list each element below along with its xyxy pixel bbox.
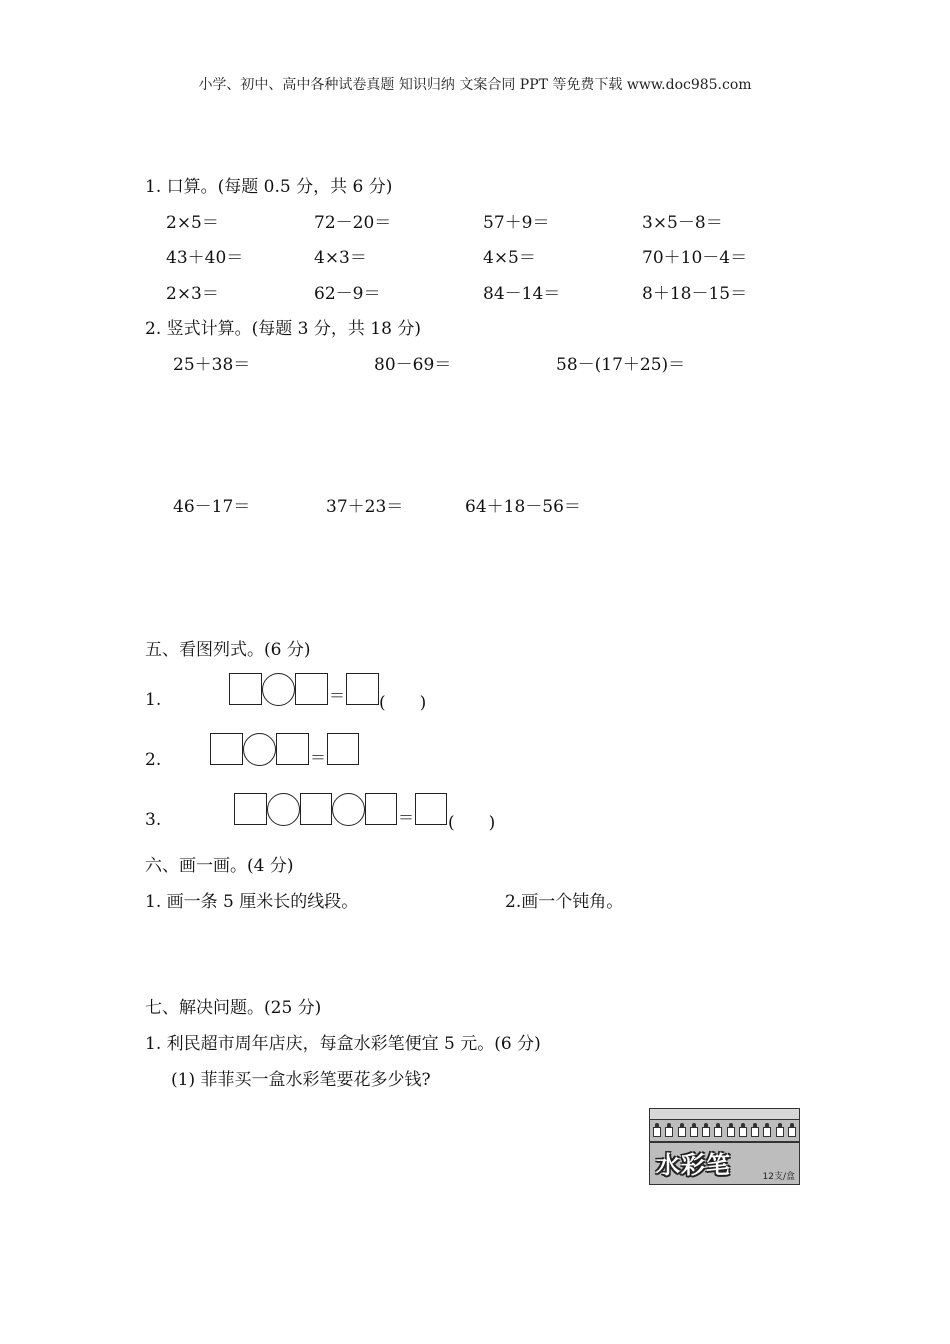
oral-calc-item: 57＋9＝ [483, 213, 550, 233]
vertical-calc-item: 64＋18－56＝ [465, 497, 581, 517]
operator-circle[interactable] [243, 733, 276, 766]
oral-calc-item: 62－9＝ [314, 284, 381, 304]
pen-icon [788, 1123, 796, 1137]
pic-eq-label: 1. [145, 690, 162, 710]
page-header: 小学、初中、高中各种试卷真题 知识归纳 文案合同 PPT 等免费下载 www.doc985.com [198, 77, 752, 93]
vertical-calc-item: 58－(17＋25)＝ [556, 355, 686, 375]
oral-calc-item: 2×3＝ [166, 284, 219, 304]
q1-title: 1. 口算。(每题 0.5 分，共 6 分) [145, 177, 393, 197]
oral-calc-item: 4×5＝ [483, 248, 536, 268]
pen-icon [665, 1123, 673, 1137]
pen-icon [678, 1123, 686, 1137]
marker-pens [653, 1123, 796, 1139]
pen-icon [763, 1123, 771, 1137]
pen-icon [776, 1123, 784, 1137]
pen-icon [702, 1123, 710, 1137]
answer-box[interactable] [295, 673, 328, 705]
pen-icon [714, 1123, 722, 1137]
equals-sign: ＝ [310, 748, 327, 767]
unit-parentheses[interactable]: ( ) [379, 693, 427, 713]
operator-circle[interactable] [262, 673, 295, 706]
pen-icon [739, 1123, 747, 1137]
vertical-calc-item: 25＋38＝ [173, 355, 251, 375]
answer-box[interactable] [365, 793, 397, 825]
answer-box[interactable] [229, 673, 262, 705]
draw-line-question: 1. 画一条 5 厘米长的线段。 [145, 892, 359, 912]
draw-angle-question: 2.画一个钝角。 [505, 892, 624, 912]
oral-calc-item: 3×5－8＝ [642, 213, 723, 233]
pen-icon [751, 1123, 759, 1137]
oral-calc-item: 84－14＝ [483, 284, 561, 304]
answer-box[interactable] [327, 733, 359, 765]
oral-calc-item: 70＋10－4＝ [642, 248, 748, 268]
answer-box[interactable] [346, 673, 379, 705]
answer-box[interactable] [300, 793, 332, 825]
section7-title: 七、解决问题。(25 分) [145, 998, 322, 1018]
vertical-calc-item: 46－17＝ [173, 497, 251, 517]
oral-calc-item: 4×3＝ [314, 248, 367, 268]
marker-box-illustration [649, 1108, 800, 1185]
oral-calc-item: 8＋18－15＝ [642, 284, 748, 304]
pen-icon [653, 1123, 661, 1137]
pen-icon [727, 1123, 735, 1137]
oral-calc-item: 72－20＝ [314, 213, 392, 233]
vertical-calc-item: 37＋23＝ [326, 497, 404, 517]
pic-eq-label: 3. [145, 810, 162, 830]
equals-sign: ＝ [329, 686, 346, 705]
vertical-calc-item: 80－69＝ [374, 355, 452, 375]
answer-box[interactable] [210, 733, 243, 765]
pic-eq-label: 2. [145, 750, 162, 770]
marker-box-label: 水彩笔 [656, 1151, 731, 1179]
answer-box[interactable] [276, 733, 309, 765]
operator-circle[interactable] [267, 793, 300, 826]
word-problem-1-sub1: (1) 菲菲买一盒水彩笔要花多少钱? [171, 1070, 431, 1090]
equals-sign: ＝ [398, 808, 415, 827]
section6-title: 六、画一画。(4 分) [145, 856, 294, 876]
marker-box-count: 12支/盒 [762, 1172, 795, 1182]
word-problem-1: 1. 利民超市周年店庆，每盒水彩笔便宜 5 元。(6 分) [145, 1034, 541, 1054]
section5-title: 五、看图列式。(6 分) [145, 640, 311, 660]
pen-icon [690, 1123, 698, 1137]
answer-box[interactable] [234, 793, 267, 825]
operator-circle[interactable] [332, 793, 365, 826]
unit-parentheses[interactable]: ( ) [448, 813, 496, 833]
q2-title: 2. 竖式计算。(每题 3 分，共 18 分) [145, 319, 421, 339]
answer-box[interactable] [415, 793, 447, 825]
box-lid [650, 1109, 799, 1120]
oral-calc-item: 43＋40＝ [166, 248, 244, 268]
oral-calc-item: 2×5＝ [166, 213, 219, 233]
